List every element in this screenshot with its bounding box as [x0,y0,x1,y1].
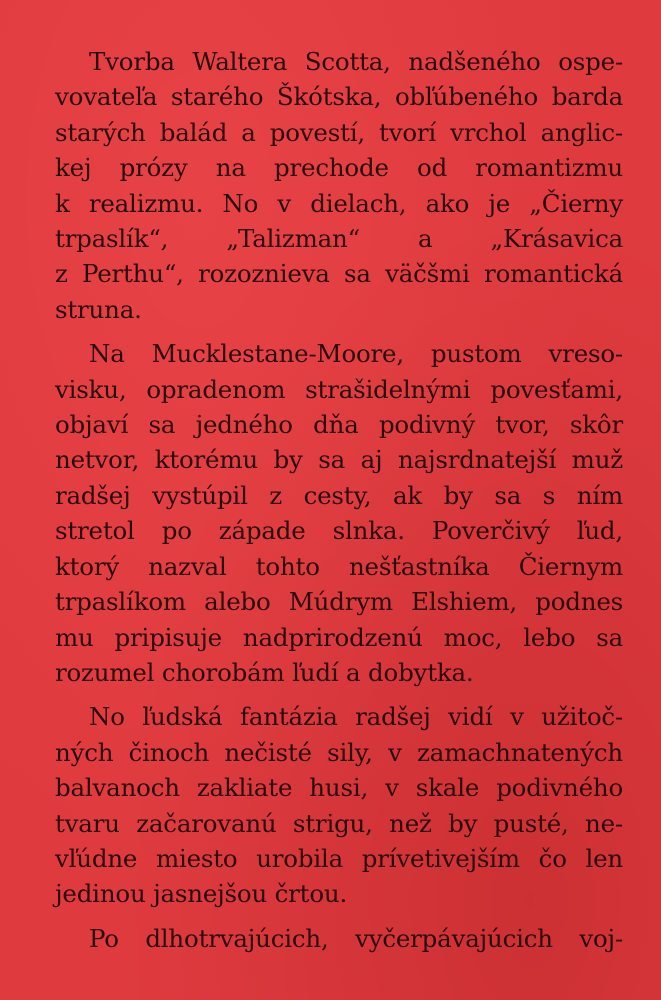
text-line: mu pripisuje nadprirodzenú moc, lebo sa [55,622,623,652]
text-line: trpaslíkom alebo Múdrym Elshiem, podnes [55,587,623,617]
text-line: ktorý nazval tohto nešťastníka Čiernym [55,551,623,581]
text-line: balvanoch zakliate husi, v skale podivného [55,773,623,803]
text-line: Po dlhotrvajúcich, vyčerpávajúcich voj- [89,923,623,953]
text-line: netvor, ktorému by sa aj najsrdnatejší muž [55,445,623,475]
text-line: No ľudská fantázia radšej vidí v užitoč- [89,702,623,732]
text-line: struna. [55,294,142,324]
text-line: Tvorba Waltera Scotta, nadšeného ospe- [89,47,623,76]
text-line: stretol po západe slnka. Poverčivý ľud, [55,516,623,546]
paragraph-4 [55,921,623,956]
text-line: visku, opradenom strašidelnými povesťami, [55,374,623,404]
paragraph-2 [55,336,623,690]
paragraph-1 [55,44,623,327]
text-line: starých balád a povestí, tvorí vrchol anglic- [55,117,623,147]
text-line: kej prózy na prechode od romantizmu [55,153,623,183]
paragraph-3 [55,699,623,911]
text-line: trpaslík“, „Talizman“ a „Krásavica [55,224,623,254]
text-line: Na Mucklestane-Moore, pustom vreso- [89,339,623,369]
text-line: jedinou jasnejšou črtou. [55,879,348,909]
text-line: vľúdne miesto urobila prívetivejším čo len [55,843,623,873]
blurb-text [55,44,623,965]
text-line: ných činoch nečisté sily, v zamachnatených [55,737,623,767]
text-line: vovateľa starého Škótska, obľúbeného barda [55,82,623,112]
text-line: rozumel chorobám ľudí a dobytka. [55,657,474,687]
text-line: k realizmu. No v dielach, ako je „Čierny [55,188,623,218]
text-line: tvaru začarovanú strigu, než by pusté, ne- [55,808,623,838]
text-line: z Perthu“, rozoznieva sa väčšmi romantická [55,259,623,289]
text-line: objaví sa jedného dňa podivný tvor, skôr [55,410,623,440]
text-line: radšej vystúpil z cesty, ak by sa s ním [55,480,623,510]
